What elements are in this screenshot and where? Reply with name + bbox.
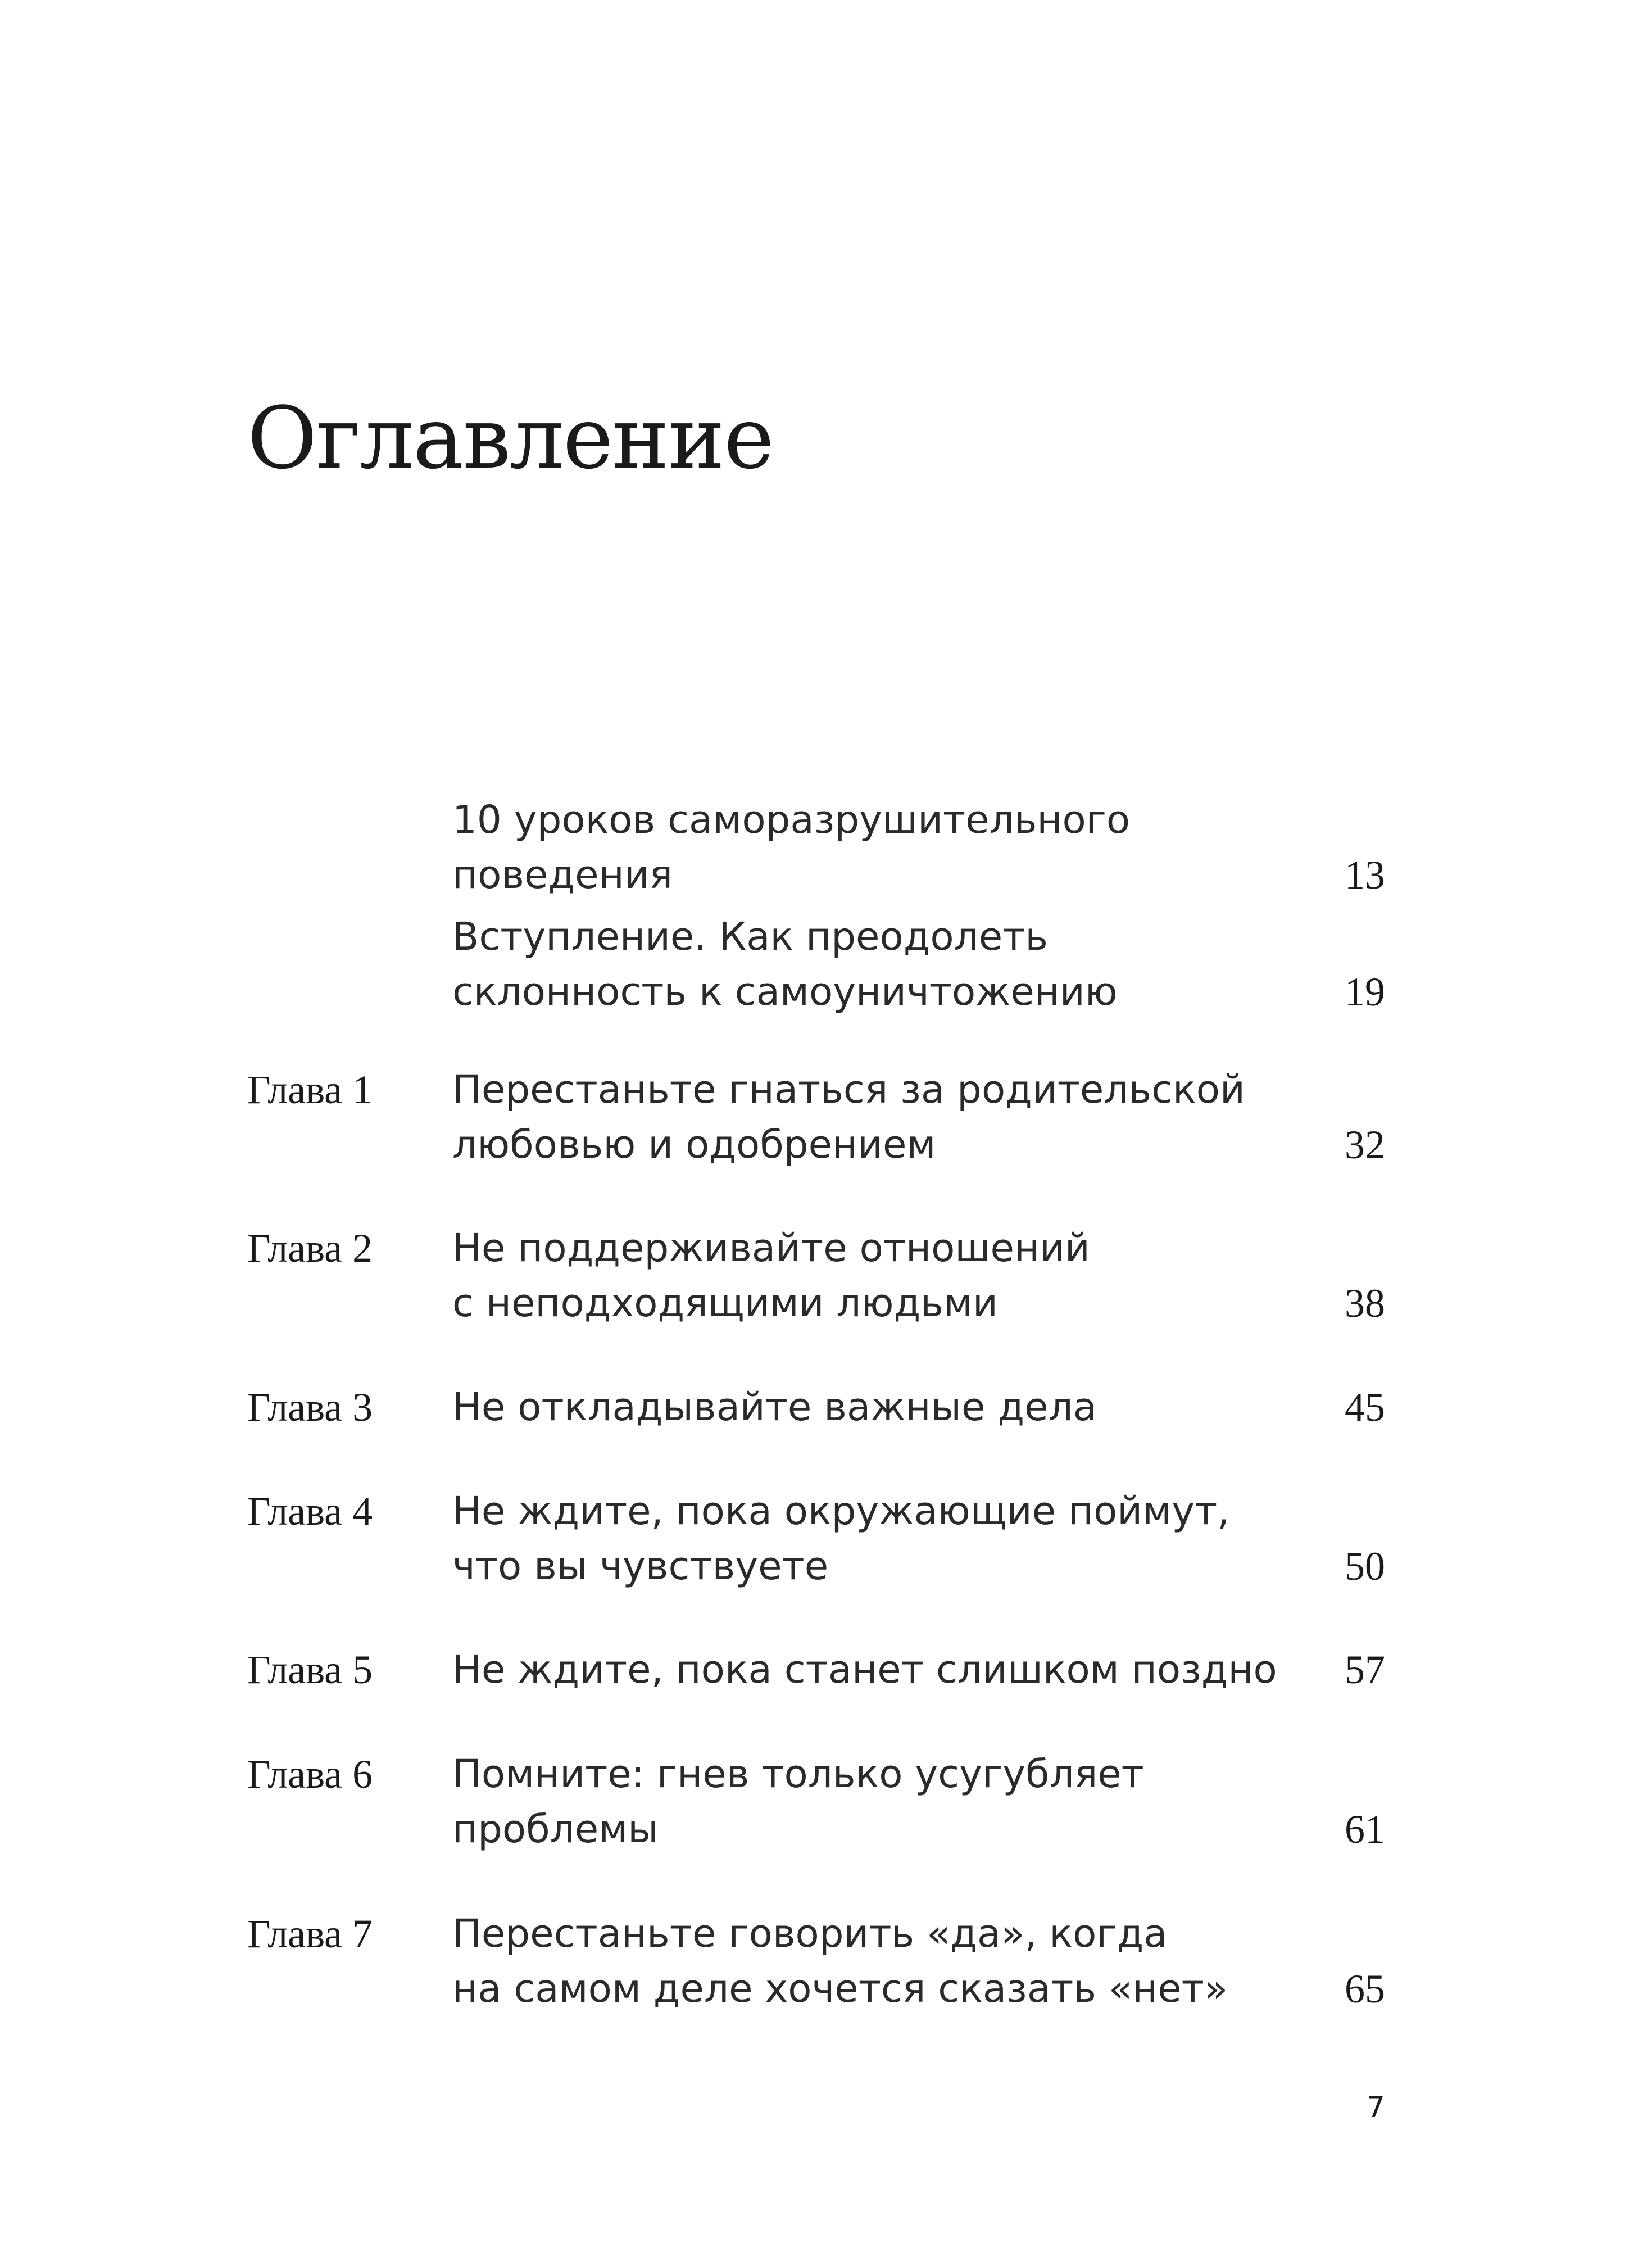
toc-title-line: проблемы — [452, 1807, 659, 1852]
toc-chapter-label: Глава 3 — [247, 1385, 373, 1430]
toc-title-line: Не ждите, пока станет слишком поздно — [452, 1647, 1277, 1692]
toc-page-number: 32 — [1345, 1122, 1385, 1167]
toc-title-line: что вы чувствуете — [452, 1544, 829, 1589]
toc-page-number: 45 — [1345, 1385, 1385, 1430]
toc-title-line: Не откладывайте важные дела — [452, 1385, 1097, 1430]
toc-chapter-label: Глава 5 — [247, 1647, 373, 1692]
toc-entry-title — [452, 1221, 1295, 1331]
toc-page-number: 50 — [1345, 1544, 1385, 1589]
toc-chapter-label: Глава 1 — [247, 1067, 373, 1112]
toc-entry-title — [452, 909, 1295, 1019]
toc-title-line: 10 уроков саморазрушительного — [452, 797, 1131, 842]
toc-page-number: 57 — [1345, 1647, 1385, 1692]
toc-title-line: поведения — [452, 853, 673, 898]
toc-entry-title — [452, 1062, 1295, 1172]
toc-page-number: 65 — [1345, 1966, 1385, 2011]
toc-title-line: Помните: гнев только усугубляет — [452, 1752, 1144, 1797]
toc-title-line: на самом деле хочется сказать «нет» — [452, 1966, 1228, 2011]
toc-page-number: 61 — [1345, 1807, 1385, 1852]
page-number: 7 — [1366, 2091, 1385, 2124]
toc-page-number: 38 — [1345, 1281, 1385, 1326]
toc-title-line: Перестаньте говорить «да», когда — [452, 1911, 1168, 1956]
toc-page-number: 19 — [1345, 969, 1385, 1014]
toc-chapter-label: Глава 2 — [247, 1226, 373, 1271]
toc-title-line: любовью и одобрением — [452, 1122, 936, 1167]
toc-page-number: 13 — [1345, 853, 1385, 898]
toc-entry-title — [452, 1380, 1295, 1435]
toc-title-line: Не ждите, пока окружающие поймут, — [452, 1489, 1230, 1534]
toc-title-line: склонность к самоуничтожению — [452, 969, 1118, 1014]
toc-entry-title — [452, 1642, 1295, 1697]
toc-title-line: с неподходящими людьми — [452, 1281, 998, 1326]
toc-chapter-label: Глава 7 — [247, 1911, 373, 1956]
page-title: Оглавление — [247, 388, 774, 488]
toc-entry-title — [452, 1484, 1295, 1594]
toc-entry-title — [452, 792, 1295, 903]
toc-title-line: Перестаньте гнаться за родительской — [452, 1067, 1245, 1112]
toc-entry-title — [452, 1747, 1295, 1857]
toc-chapter-label: Глава 4 — [247, 1489, 373, 1534]
toc-title-line: Вступление. Как преодолеть — [452, 914, 1049, 959]
toc-title-line: Не поддерживайте отношений — [452, 1226, 1090, 1271]
toc-chapter-label: Глава 6 — [247, 1752, 373, 1797]
toc-entry-title — [452, 1906, 1295, 2016]
